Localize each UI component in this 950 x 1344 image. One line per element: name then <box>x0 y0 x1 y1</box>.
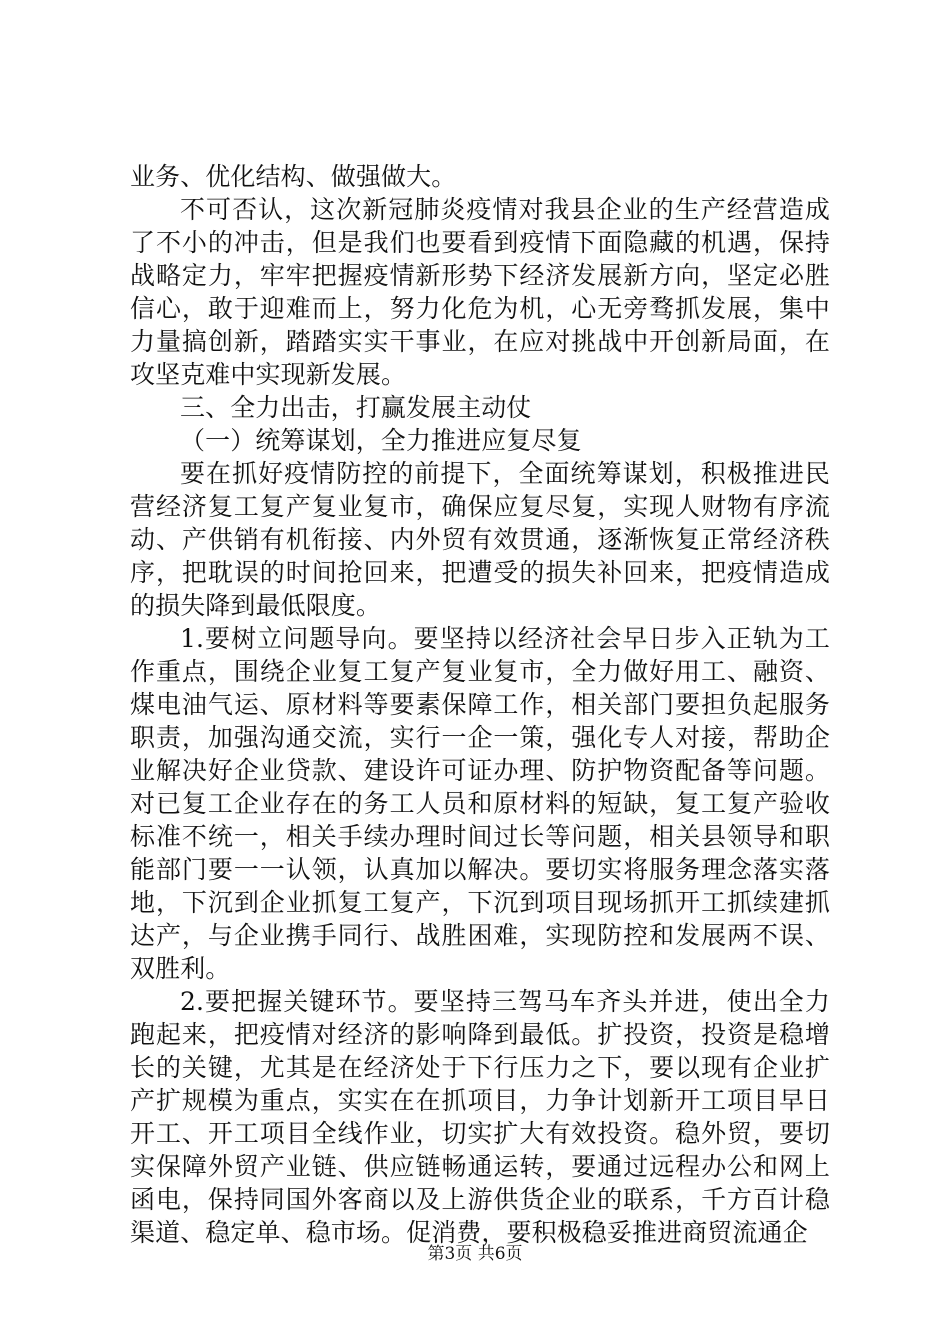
paragraph: 1.要树立问题导向。要坚持以经济社会早日步入正轨为工作重点，围绕企业复工复产复业复市，全力做好用工、融资、煤电油气运、原材料等要素保障工作，相关部门要担负起服务职责，加强沟通交流，实行一企一策，强化专人对接，帮助企业解决好企业贷款、建设许可证办理、防护物资配备等问题。对已复工企业存在的务工人员和原材料的短缺，复工复产验收标准不统一，相关手续办理时间过长等问题，相关县领导和职能部门要一一认领，认真加以解决。要切实将服务理念落实落地，下沉到企业抓复工复产，下沉到项目现场抓开工抓续建抓达产，与企业携手同行、战胜困难，实现防控和发展两不误、双胜利。 <box>130 624 830 983</box>
paragraph: 不可否认，这次新冠肺炎疫情对我县企业的生产经营造成了不小的冲击，但是我们也要看到疫情下面隐藏的机遇，保持战略定力，牢牢把握疫情新形势下经济发展新方向，坚定必胜信心，敢于迎难而上，努力化危为机，心无旁骛抓发展，集中力量搞创新，踏踏实实干事业，在应对挑战中开创新局面，在攻坚克难中实现新发展。 <box>130 195 830 389</box>
page-number-footer: 第3页 共6页 <box>427 1244 523 1264</box>
paragraph: 业务、优化结构、做强做大。 <box>130 162 457 191</box>
paragraph: 要在抓好疫情防控的前提下，全面统筹谋划，积极推进民营经济复工复产复业复市，确保应复尽复，实现人财物有序流动、产供销有机衔接、内外贸有效贯通，逐渐恢复正常经济秩序，把耽误的时间抢回来，把遭受的损失补回来，把疫情造成的损失降到最低限度。 <box>130 459 830 620</box>
paragraph: 2.要把握关键环节。要坚持三驾马车齐头并进，使出全力跑起来，把疫情对经济的影响降到最低。扩投资，投资是稳增长的关键，尤其是在经济处于下行压力之下，要以现有企业扩产扩规模为重点，实实在在抓项目，力争计划新开工项目早日开工、开工项目全线作业，切实扩大有效投资。稳外贸，要切实保障外贸产业链、供应链畅通运转，要通过远程办公和网上函电，保持同国外客商以及上游供货企业的联系，千方百计稳渠道、稳定单、稳市场。促消费，要积极稳妥推进商贸流通企 <box>130 987 830 1247</box>
subsection-heading: （一）统筹谋划，全力推进应复尽复 <box>180 426 582 455</box>
section-heading: 三、全力出击，打赢发展主动仗 <box>180 393 532 422</box>
document-body <box>130 160 830 1249</box>
